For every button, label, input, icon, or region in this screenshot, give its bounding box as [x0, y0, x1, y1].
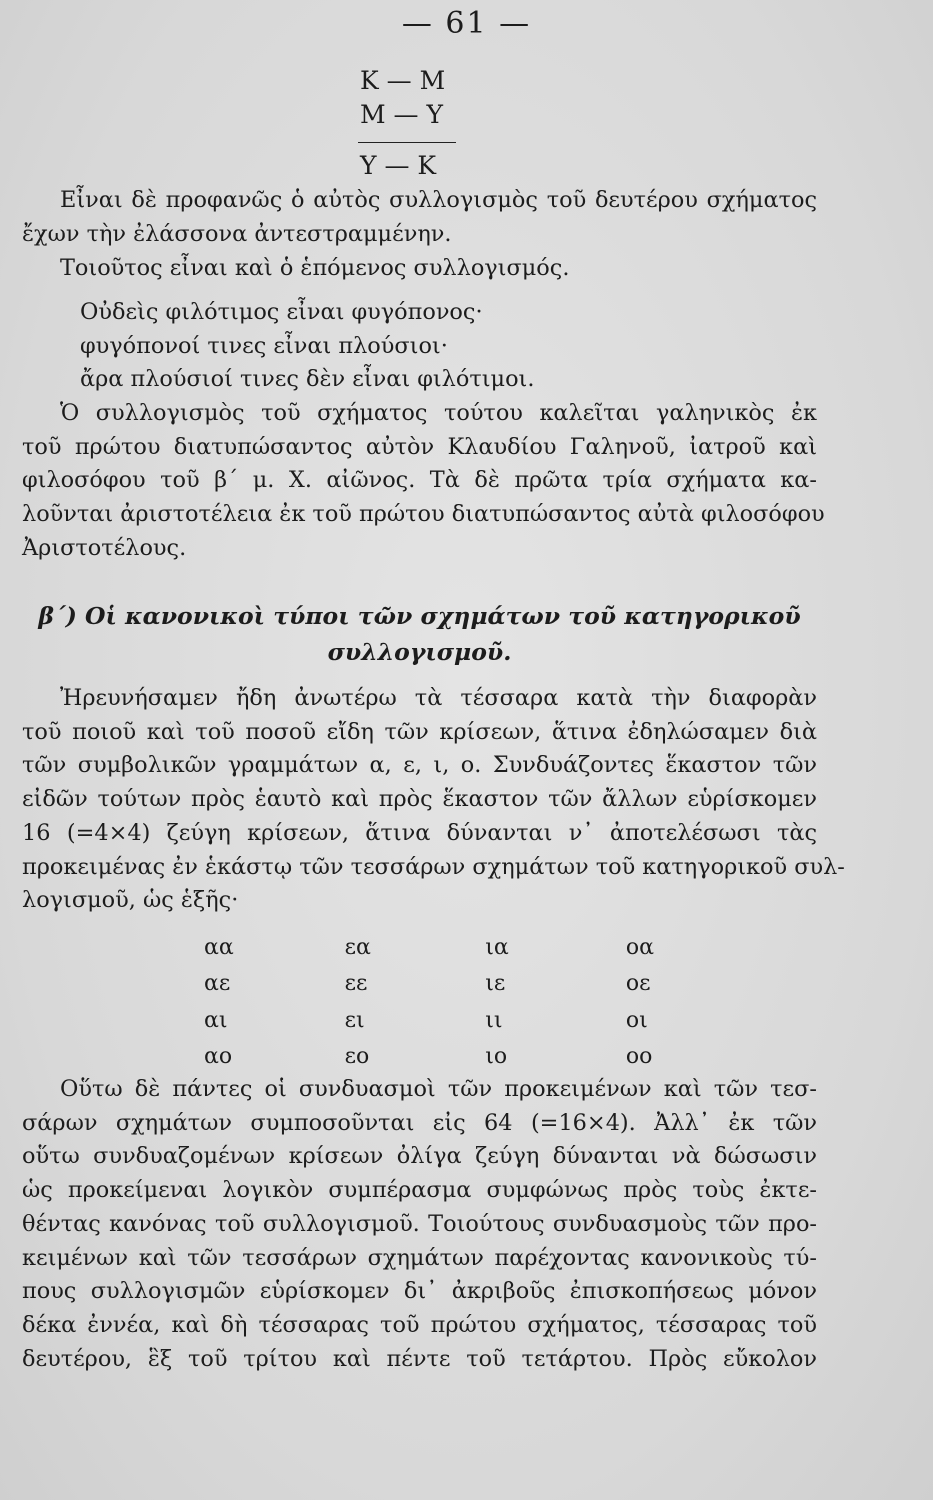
text-line: δέκα ἐννέα, καὶ δὴ τέσσαρας τοῦ πρώτου σχήματος, τέσσαρας τοῦ [22, 1311, 817, 1338]
diagram-conclusion-rule [358, 142, 456, 143]
text-line: λοῦνται ἀριστοτέλεια ἐκ τοῦ πρώτου διατυπώσαντος αὐτὰ φιλοσόφου [22, 501, 825, 528]
combination-cell: αι [204, 1007, 228, 1033]
text-line: προκειμένας ἐν ἑκάστῳ τῶν τεσσάρων σχημάτων τοῦ κατηγορικοῦ συλ- [22, 853, 845, 880]
text-line: σάρων σχημάτων συμποσοῦνται εἰς 64 (=16×4). Ἀλλ᾽ ἐκ τῶν [22, 1109, 817, 1136]
combinations-row [204, 1003, 684, 1039]
combination-cell: εο [344, 1043, 370, 1069]
combination-cell: αα [204, 935, 234, 960]
combination-cell: ιε [485, 971, 506, 997]
combinations-row [204, 966, 684, 1002]
combination-cell: ιο [485, 1043, 508, 1069]
text-line: 16 (=4×4) ζεύγη κρίσεων, ἅτινα δύνανται ν᾽ ἀποτελέσωσι τὰς [22, 819, 817, 846]
combination-cell: εα [344, 935, 371, 960]
diagram-conclusion: Υ — Κ [360, 151, 437, 180]
section-heading-line: β΄) Οἱ κανονικοὶ τύποι τῶν σχημάτων τοῦ κατηγορικοῦ [38, 602, 801, 630]
combination-cell: οο [625, 1043, 653, 1069]
text-line: θέντας κανόνας τοῦ συλλογισμοῦ. Τοιούτους συνδυασμοὺς τῶν προ- [22, 1210, 817, 1237]
text-line: Οὐδεὶς φιλότιμος εἶναι φυγόπονος· [80, 299, 483, 325]
text-line: Εἶναι δὲ προφανῶς ὁ αὐτὸς συλλογισμὸς τοῦ δευτέρου σχήματος [60, 187, 817, 213]
paragraph-1 [22, 184, 817, 251]
combination-cell: αο [204, 1043, 233, 1069]
combinations-table [204, 930, 684, 1075]
text-line: δευτέρου, ἓξ τοῦ τρίτου καὶ πέντε τοῦ τετάρτου. Πρὸς εὔκολον [22, 1345, 817, 1372]
example-syllogism [22, 296, 817, 397]
text-line: φυγόπονοί τινες εἶναι πλούσιοι· [80, 332, 448, 359]
paragraph-4 [22, 682, 845, 918]
text-line: Ὁ συλλογισμὸς τοῦ σχήματος τούτου καλεῖται γαληνικὸς ἐκ [60, 400, 817, 426]
combination-cell: οε [625, 971, 651, 997]
combinations-row [204, 930, 684, 966]
diagram-premise-1: Κ — Μ [360, 66, 446, 95]
combination-cell: εε [344, 971, 368, 997]
combination-cell: αε [204, 971, 231, 997]
combination-cell: οα [625, 935, 654, 960]
page-number: — 61 — [401, 6, 532, 41]
text-line: Τοιοῦτος εἶναι καὶ ὁ ἑπόμενος συλλογισμός. [60, 255, 570, 281]
combinations-row [204, 1039, 684, 1075]
combination-cell: οι [625, 1007, 648, 1033]
text-line: εἰδῶν τούτων πρὸς ἑαυτὸ καὶ πρὸς ἕκαστον τῶν ἄλλων εὑρίσκομεν [22, 786, 817, 813]
section-heading-line: συλλογισμοῦ. [327, 638, 512, 666]
text-line: λογισμοῦ, ὡς ἑξῆς· [22, 887, 239, 914]
section-heading [22, 598, 817, 670]
text-line: ἔχων τὴν ἐλάσσονα ἀντεστραμμένην. [22, 220, 452, 247]
text-line: κειμένων καὶ τῶν τεσσάρων σχημάτων παρέχοντας κανονικοὺς τύ- [22, 1244, 817, 1271]
text-line: ἄρα πλούσιοί τινες δὲν εἶναι φιλότιμοι. [80, 366, 535, 393]
syllogism-diagram [360, 64, 460, 183]
combination-cell: ια [485, 935, 509, 960]
paragraph-2 [22, 252, 817, 286]
text-line: οὕτω συνδυαζομένων κρίσεων ὀλίγα ζεύγη δύνανται νὰ δώσωσιν [22, 1143, 817, 1170]
paragraph-5 [22, 1073, 817, 1376]
diagram-premise-2: Μ — Υ [360, 100, 443, 129]
text-line: τῶν συμβολικῶν γραμμάτων α, ε, ι, ο. Συνδυάζοντες ἕκαστον τῶν [22, 752, 817, 779]
text-line: φιλοσόφου τοῦ β΄ μ. Χ. αἰῶνος. Τὰ δὲ πρῶτα τρία σχήματα κα- [22, 467, 817, 494]
text-line: πους συλλογισμῶν εὑρίσκομεν δι᾽ ἀκριβοῦς ἐπισκοπήσεως μόνον [22, 1278, 817, 1305]
text-line: τοῦ ποιοῦ καὶ τοῦ ποσοῦ εἴδη τῶν κρίσεων, ἅτινα ἐδηλώσαμεν διὰ [22, 718, 817, 745]
text-line: τοῦ πρώτου διατυπώσαντος αὐτὸν Κλαυδίου Γαληνοῦ, ἰατροῦ καὶ [22, 433, 817, 460]
text-line: ὡς προκείμεναι λογικὸν συμπέρασμα συμφώνως πρὸς τοὺς ἐκτε- [22, 1177, 817, 1204]
paragraph-3 [22, 397, 825, 566]
combination-cell: ει [344, 1007, 365, 1033]
text-line: Οὕτω δὲ πάντες οἱ συνδυασμοὶ τῶν προκειμένων καὶ τῶν τεσ- [60, 1076, 817, 1102]
text-line: Ἠρευνήσαμεν ἤδη ἀνωτέρω τὰ τέσσαρα κατὰ τὴν διαφορὰν [60, 685, 817, 711]
text-line: Ἀριστοτέλους. [22, 534, 187, 561]
combination-cell: ιι [485, 1007, 503, 1033]
